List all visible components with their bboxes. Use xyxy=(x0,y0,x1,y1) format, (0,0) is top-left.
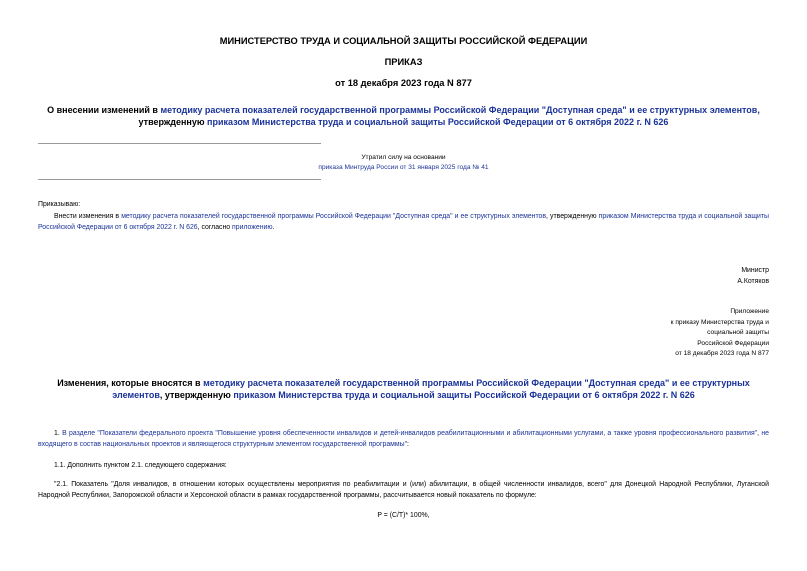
item-1-1: 1.1. Дополнить пунктом 2.1. следующего содержания: xyxy=(54,462,227,469)
title-text-1: О внесении изменений в xyxy=(47,105,161,115)
ministry-heading: МИНИСТЕРСТВО ТРУДА И СОЦИАЛЬНОЙ ЗАЩИТЫ РОССИЙСКОЙ ФЕДЕРАЦИИ xyxy=(219,36,588,46)
order-626-link-b[interactable]: защиты Российской Федерации от 6 октября 2022 г. N 626 xyxy=(38,213,769,231)
changes-methodology-link[interactable]: методику расчета показателей государственной программы Российской Федерации "Доступная среда" и ее структурных xyxy=(203,378,750,388)
changes-methodology-link-b[interactable]: элементов xyxy=(112,390,160,400)
order-text-3: , согласно xyxy=(197,224,233,231)
methodology-link[interactable]: методику расчета показателей государственной программы Российской Федерации "Доступная среда" и ее структурных элементов, xyxy=(160,105,760,115)
appendix-line-4: Российской Федерации xyxy=(697,339,769,347)
changes-title xyxy=(0,377,807,401)
order-626-link-a[interactable]: приказом Министерства труда и социальной xyxy=(598,213,743,220)
appendix-line-2: к приказу Министерства труда и xyxy=(670,318,769,326)
order-intro: Приказываю: xyxy=(38,201,81,208)
status-rule-top xyxy=(38,143,321,144)
order-text-1: Внести изменения в xyxy=(54,213,122,220)
status-line: Утратил силу на основании xyxy=(361,154,446,161)
signature-name: А.Котяков xyxy=(737,278,769,285)
appendix-block xyxy=(671,307,769,360)
order-methodology-link[interactable]: методику расчета показателей государственной программы Российской Федерации "Доступная среда" и ее структурных элементов xyxy=(121,213,547,220)
order-text-4: . xyxy=(272,224,275,231)
status-box xyxy=(0,153,807,173)
changes-626-link[interactable]: приказом Министерства труда и социальной защиты Российской Федерации от 6 октября 2022 г. N 626 xyxy=(233,390,695,400)
doc-type-heading: ПРИКАЗ xyxy=(384,57,423,67)
changes-text-1: Изменения, которые вносятся в xyxy=(57,378,204,388)
section-link[interactable]: В разделе "Показатели федерального проекта "Повышение уровня обеспеченности инвалидов и детей-инвалидов реабилитационными и абилитационными услугами, а также уровня профессионального развития", не входящего в состав национальных проектов и являющегося структурным элементом государственной программы" xyxy=(38,430,769,448)
title-text-2: утвержденную xyxy=(138,117,208,127)
formula: P = (C/T)* 100%, xyxy=(377,512,430,519)
signature-position: Министр xyxy=(741,267,769,274)
appendix-line-3: социальной защиты xyxy=(707,329,769,336)
appendix-link[interactable]: приложению xyxy=(232,224,273,231)
item-1 xyxy=(38,428,769,450)
appendix-line-5: от 18 декабря 2023 года N 877 xyxy=(675,350,769,357)
order-paragraph xyxy=(38,211,769,233)
order-text-2: , утвержденную xyxy=(546,213,599,220)
appendix-line-1: Приложение xyxy=(730,308,769,315)
status-rule-bottom xyxy=(38,179,321,180)
order-626-link[interactable]: приказом Министерства труда и социальной защиты Российской Федерации от 6 октября 2022 г. N 626 xyxy=(207,117,669,127)
document-title xyxy=(0,104,807,128)
item-1-number: 1. xyxy=(54,430,63,437)
item-1-end: : xyxy=(407,441,409,448)
repeal-order-link[interactable]: приказа Минтруда России от 31 января 2025 года № 41 xyxy=(318,164,489,171)
item-2-1: "2.1. Показатель "Доля инвалидов, в отношении которых осуществлены мероприятия по реабилитации и (или) абилитации, в общей численности инвалидов, всего" для Донецкой Народной Республики, Луганской Народной Республики, Запорожской области и Херсонской области в рамках государственной программы, рассчитывается новый показатель по формуле: xyxy=(38,481,769,499)
changes-text-2: , утвержденную xyxy=(159,390,234,400)
doc-date-number: от 18 декабря 2023 года N 877 xyxy=(335,78,472,88)
